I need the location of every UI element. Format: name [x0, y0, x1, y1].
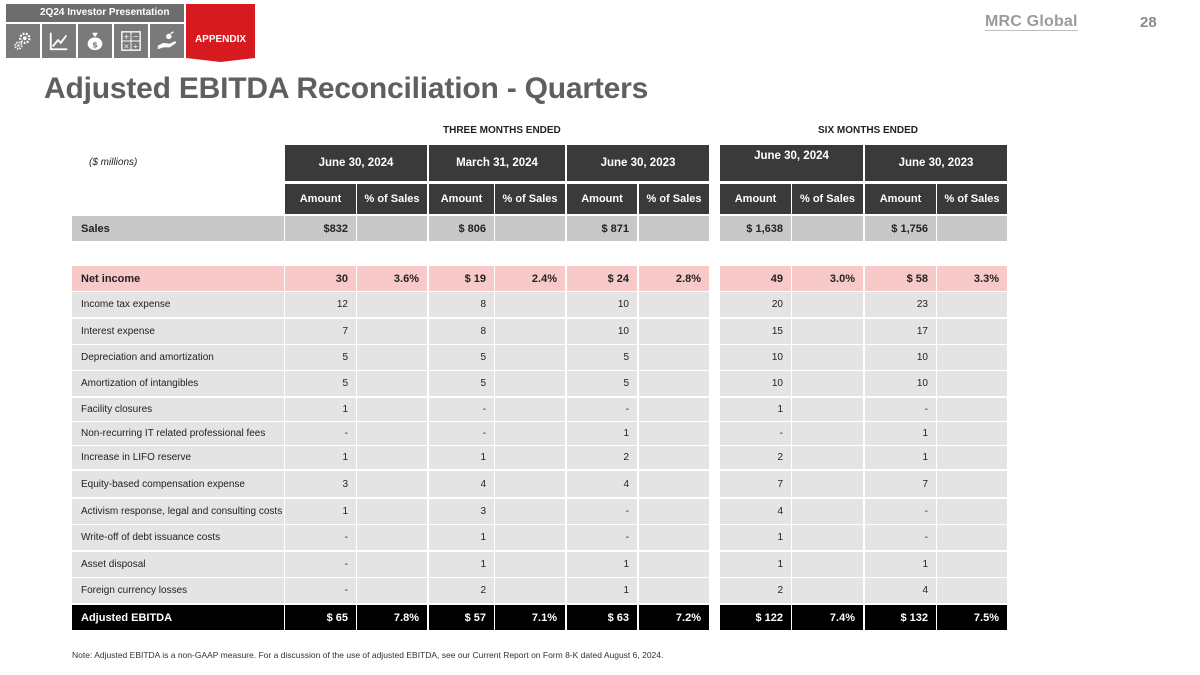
row-label: Facility closures [72, 398, 284, 421]
table-cell [495, 552, 565, 577]
sub-header: Amount [567, 184, 637, 214]
table-cell [639, 292, 709, 317]
sub-header: % of Sales [792, 184, 863, 214]
row-label: Increase in LIFO reserve [72, 446, 284, 469]
table-cell [937, 371, 1007, 396]
row-label: Income tax expense [72, 292, 284, 317]
table-cell [937, 345, 1007, 370]
period-header: June 30, 2023 [865, 145, 1007, 181]
table-cell [937, 578, 1007, 603]
row-label: Write-off of debt issuance costs [72, 525, 284, 550]
table-cell: $ 1,638 [720, 216, 791, 241]
table-cell [792, 446, 863, 469]
table-cell: 1 [865, 446, 936, 469]
table-cell: 3.3% [937, 266, 1007, 291]
table-cell [639, 499, 709, 524]
appendix-tab[interactable] [186, 4, 255, 58]
table-cell [357, 525, 427, 550]
row-label: Amortization of intangibles [72, 371, 284, 396]
table-cell [937, 319, 1007, 344]
table-cell [792, 578, 863, 603]
table-cell: 5 [285, 345, 356, 370]
svg-text:−: − [132, 32, 139, 42]
table-cell: 1 [865, 422, 936, 445]
table-cell: $ 1,756 [865, 216, 936, 241]
table-cell [357, 471, 427, 497]
sub-header: Amount [720, 184, 791, 214]
table-cell [792, 525, 863, 550]
table-cell: 1 [720, 552, 791, 577]
table-cell: 49 [720, 266, 791, 291]
table-cell: - [720, 422, 791, 445]
table-cell [357, 499, 427, 524]
units-label: ($ millions) [89, 157, 138, 168]
table-cell: - [865, 499, 936, 524]
table-cell: 3 [285, 471, 356, 497]
table-cell [357, 446, 427, 469]
table-cell [937, 446, 1007, 469]
table-cell: - [285, 578, 356, 603]
table-cell [495, 319, 565, 344]
period-header: June 30, 2023 [567, 145, 709, 181]
table-cell [792, 345, 863, 370]
table-cell [357, 371, 427, 396]
table-cell: 2.4% [495, 266, 565, 291]
table-cell: 5 [567, 371, 637, 396]
table-cell: 7.8% [357, 605, 427, 630]
table-cell: - [567, 525, 637, 550]
table-cell [792, 319, 863, 344]
table-cell: 17 [865, 319, 936, 344]
row-label: Adjusted EBITDA [72, 605, 284, 630]
sub-header: % of Sales [357, 184, 427, 214]
table-cell [792, 292, 863, 317]
table-cell: $ 122 [720, 605, 791, 630]
table-cell: 2 [567, 446, 637, 469]
table-cell [937, 422, 1007, 445]
table-cell: 1 [720, 525, 791, 550]
table-cell: 7.1% [495, 605, 565, 630]
table-cell: 5 [285, 371, 356, 396]
row-label: Depreciation and amortization [72, 345, 284, 370]
row-label: Sales [72, 216, 284, 241]
table-cell: $ 24 [567, 266, 637, 291]
table-cell [495, 398, 565, 421]
hand-giving-icon[interactable] [150, 24, 184, 58]
table-cell: 1 [429, 552, 494, 577]
row-label: Net income [72, 266, 284, 291]
table-cell: 3.0% [792, 266, 863, 291]
table-cell: $ 58 [865, 266, 936, 291]
table-cell [357, 292, 427, 317]
appendix-label: APPENDIX [194, 34, 247, 45]
table-cell [495, 578, 565, 603]
table-cell [495, 422, 565, 445]
table-cell [937, 552, 1007, 577]
page-number: 28 [1140, 14, 1157, 31]
table-cell: 1 [285, 398, 356, 421]
table-cell [639, 371, 709, 396]
table-cell: 10 [720, 345, 791, 370]
table-cell: 8 [429, 319, 494, 344]
table-cell [357, 578, 427, 603]
table-cell [357, 422, 427, 445]
table-cell: 1 [720, 398, 791, 421]
period-header: March 31, 2024 [429, 145, 565, 181]
table-cell: 2 [720, 578, 791, 603]
table-cell: - [865, 398, 936, 421]
table-cell: $ 19 [429, 266, 494, 291]
table-cell [495, 216, 565, 241]
table-cell [937, 216, 1007, 241]
group-header-three-months: THREE MONTHS ENDED [443, 125, 561, 136]
table-cell: 2 [720, 446, 791, 469]
period-header: June 30, 2024 [285, 145, 427, 181]
table-cell: 1 [429, 446, 494, 469]
table-cell: 7 [865, 471, 936, 497]
table-cell: $ 132 [865, 605, 936, 630]
table-cell [357, 319, 427, 344]
table-cell: - [429, 422, 494, 445]
sub-header: % of Sales [495, 184, 565, 214]
period-header: June 30, 2024 [720, 145, 863, 181]
presentation-title: 2Q24 Investor Presentation [6, 4, 184, 22]
table-cell: - [285, 525, 356, 550]
table-cell: 7 [285, 319, 356, 344]
table-cell: 23 [865, 292, 936, 317]
table-cell [357, 345, 427, 370]
company-logo: MRC Global [985, 13, 1078, 30]
row-label: Foreign currency losses [72, 578, 284, 603]
growth-chart-icon[interactable] [42, 24, 76, 58]
table-cell [495, 471, 565, 497]
table-cell [792, 499, 863, 524]
table-cell [937, 398, 1007, 421]
table-cell: 10 [567, 292, 637, 317]
table-cell [937, 471, 1007, 497]
table-cell: $ 806 [429, 216, 494, 241]
gears-icon[interactable] [6, 24, 40, 58]
table-cell: 10 [567, 319, 637, 344]
page-title: Adjusted EBITDA Reconciliation - Quarters [44, 72, 649, 105]
table-cell: 15 [720, 319, 791, 344]
table-cell [792, 552, 863, 577]
table-cell: 10 [865, 345, 936, 370]
row-label: Interest expense [72, 319, 284, 344]
row-label: Asset disposal [72, 552, 284, 577]
table-cell: 4 [429, 471, 494, 497]
table-cell [937, 525, 1007, 550]
table-cell: 4 [865, 578, 936, 603]
table-cell: 4 [567, 471, 637, 497]
table-cell: 7.4% [792, 605, 863, 630]
table-cell: 5 [567, 345, 637, 370]
table-cell [357, 216, 427, 241]
table-cell: 10 [720, 371, 791, 396]
table-cell [639, 422, 709, 445]
table-cell: 1 [567, 422, 637, 445]
sub-header: % of Sales [937, 184, 1007, 214]
table-cell: - [567, 499, 637, 524]
table-cell [495, 292, 565, 317]
table-cell [495, 446, 565, 469]
table-cell [495, 371, 565, 396]
table-cell: 7 [720, 471, 791, 497]
table-cell: $ 57 [429, 605, 494, 630]
table-cell: - [285, 552, 356, 577]
table-cell [495, 345, 565, 370]
sub-header: Amount [285, 184, 356, 214]
table-cell [495, 525, 565, 550]
table-cell: 5 [429, 345, 494, 370]
table-cell: 10 [865, 371, 936, 396]
math-symbols-icon[interactable] [114, 24, 148, 58]
table-cell: 8 [429, 292, 494, 317]
table-cell: $832 [285, 216, 356, 241]
table-cell: 7.2% [639, 605, 709, 630]
sub-header: % of Sales [639, 184, 709, 214]
table-cell: 3.6% [357, 266, 427, 291]
table-cell [639, 552, 709, 577]
table-cell: 30 [285, 266, 356, 291]
table-cell: - [567, 398, 637, 421]
table-cell [792, 422, 863, 445]
table-cell: - [429, 398, 494, 421]
table-cell [639, 398, 709, 421]
table-cell [937, 499, 1007, 524]
table-cell: $ 871 [567, 216, 637, 241]
table-cell [639, 471, 709, 497]
table-cell: 1 [865, 552, 936, 577]
table-cell: - [285, 422, 356, 445]
row-label: Equity-based compensation expense [72, 471, 284, 497]
table-cell [792, 471, 863, 497]
sub-header: Amount [429, 184, 494, 214]
table-cell: 7.5% [937, 605, 1007, 630]
table-cell [792, 398, 863, 421]
table-cell: $ 63 [567, 605, 637, 630]
table-cell: 1 [285, 446, 356, 469]
table-cell [792, 216, 863, 241]
table-cell: 1 [285, 499, 356, 524]
svg-text:$: $ [92, 39, 98, 50]
svg-text:÷: ÷ [132, 41, 139, 51]
table-cell: 2.8% [639, 266, 709, 291]
table-cell [639, 578, 709, 603]
table-cell: 4 [720, 499, 791, 524]
row-label: Non-recurring IT related professional fees [72, 422, 284, 445]
table-cell [357, 398, 427, 421]
table-cell [357, 552, 427, 577]
table-cell: 3 [429, 499, 494, 524]
table-cell [639, 216, 709, 241]
table-cell [639, 525, 709, 550]
table-cell: 1 [567, 578, 637, 603]
sub-header: Amount [865, 184, 936, 214]
table-cell [639, 319, 709, 344]
table-cell: - [865, 525, 936, 550]
table-cell [495, 499, 565, 524]
table-cell: 1 [429, 525, 494, 550]
table-cell [937, 292, 1007, 317]
table-cell: 12 [285, 292, 356, 317]
row-label: Activism response, legal and consulting costs [72, 499, 284, 524]
table-cell: 1 [567, 552, 637, 577]
svg-text:+: + [123, 32, 130, 42]
footnote: Note: Adjusted EBITDA is a non-GAAP measure. For a discussion of the use of adjusted EBITDA, see our Current Report on Form 8-K dated August 6, 2024. [72, 650, 664, 660]
table-cell [639, 446, 709, 469]
table-cell [639, 345, 709, 370]
table-cell [792, 371, 863, 396]
table-cell: $ 65 [285, 605, 356, 630]
table-cell: 5 [429, 371, 494, 396]
money-bag-icon[interactable] [78, 24, 112, 58]
svg-text:×: × [123, 41, 130, 51]
group-header-six-months: SIX MONTHS ENDED [818, 125, 919, 136]
table-cell: 20 [720, 292, 791, 317]
table-cell: 2 [429, 578, 494, 603]
